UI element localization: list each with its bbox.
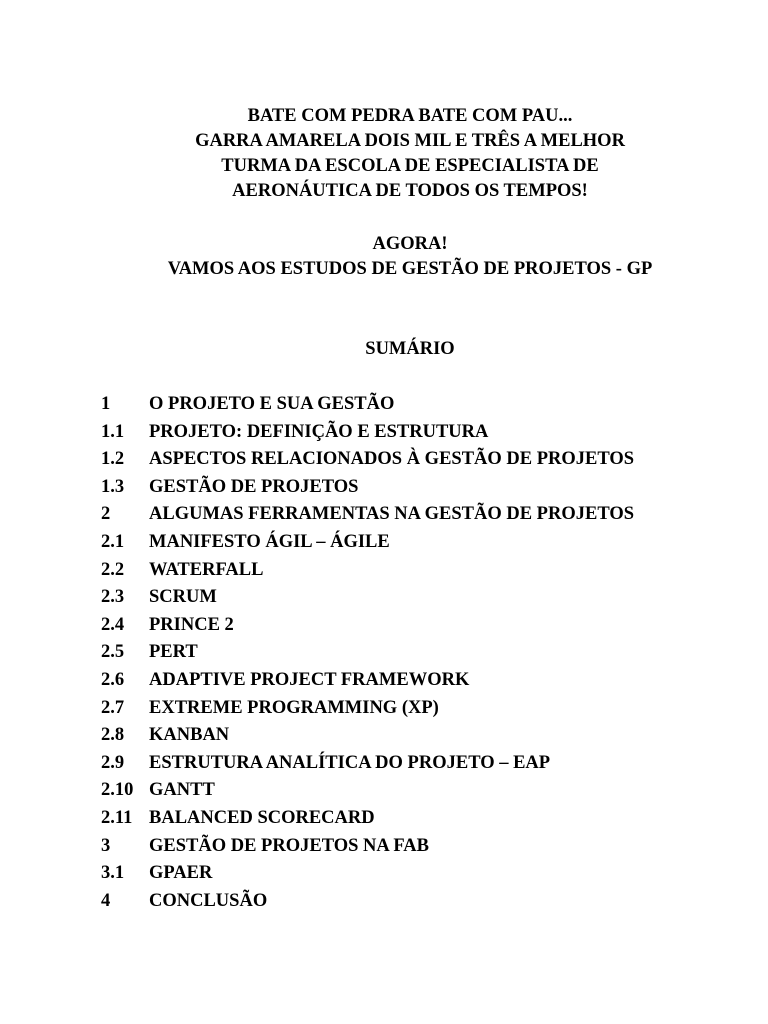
call-line-1: AGORA!	[372, 234, 448, 254]
toc-entry	[101, 888, 721, 916]
intro-line-3: TURMA DA ESCOLA DE ESPECIALISTA DE	[221, 156, 599, 176]
toc-entry-number: 1.3	[101, 476, 125, 497]
toc-entry-title: O PROJETO E SUA GESTÃO	[149, 394, 395, 414]
toc-entry	[101, 695, 721, 723]
intro-heading	[140, 104, 680, 204]
toc-entry-number: 2.8	[101, 725, 125, 746]
toc-entry-title: PRINCE 2	[149, 614, 234, 635]
toc-entry-number: 3.1	[101, 863, 125, 884]
toc-entry-title: ALGUMAS FERRAMENTAS NA GESTÃO DE PROJETOS	[149, 504, 635, 525]
toc-entry-title: ADAPTIVE PROJECT FRAMEWORK	[149, 669, 470, 690]
study-call-heading	[140, 232, 680, 282]
toc-entry-title: GANTT	[149, 780, 215, 801]
toc-entry-number: 1	[101, 394, 111, 414]
toc-entry-number: 2.7	[101, 697, 125, 718]
toc-entry-number: 1.2	[101, 449, 125, 470]
toc-entry	[101, 860, 721, 888]
toc-entry-number: 2.1	[101, 531, 125, 552]
call-line-2: VAMOS AOS ESTUDOS DE GESTÃO DE PROJETOS - GP	[167, 259, 653, 279]
toc-entry	[101, 805, 721, 833]
intro-line-2: GARRA AMARELA DOIS MIL E TRÊS A MELHOR	[195, 131, 625, 151]
toc-entry	[101, 446, 721, 474]
toc-entry-title: MANIFESTO ÁGIL – ÁGILE	[149, 531, 390, 552]
toc-entry-number: 1.1	[101, 421, 125, 442]
toc-entry-title: CONCLUSÃO	[149, 890, 268, 911]
toc-entry	[101, 501, 721, 529]
intro-line-1: BATE COM PEDRA BATE COM PAU...	[247, 106, 573, 126]
toc-entry	[101, 722, 721, 750]
toc-entry-number: 4	[101, 890, 111, 911]
toc-entry-title: KANBAN	[149, 725, 230, 746]
toc-entry-title: PROJETO: DEFINIÇÃO E ESTRUTURA	[149, 421, 489, 442]
toc-entry	[101, 557, 721, 585]
toc-entry-number: 2.2	[101, 559, 125, 580]
toc-entry-title: WATERFALL	[149, 559, 264, 580]
toc-entry-number: 2.6	[101, 669, 125, 690]
toc-entry	[101, 750, 721, 778]
toc-entry-number: 2.10	[101, 780, 134, 801]
toc-entry-number: 2.5	[101, 642, 125, 663]
toc-entry-title: ASPECTOS RELACIONADOS À GESTÃO DE PROJETOS	[149, 449, 635, 470]
toc-entry	[101, 833, 721, 861]
table-of-contents	[101, 391, 721, 915]
toc-entry-title: EXTREME PROGRAMMING (XP)	[149, 697, 439, 718]
toc-entry	[101, 391, 721, 419]
summary-title: SUMÁRIO	[365, 339, 455, 359]
toc-entry-number: 2.9	[101, 752, 125, 773]
toc-entry-title: SCRUM	[149, 587, 217, 608]
toc-entry-number: 3	[101, 835, 111, 856]
toc-entry-number: 2.3	[101, 587, 125, 608]
toc-entry	[101, 474, 721, 502]
toc-entry-title: PERT	[149, 642, 198, 663]
toc-entry-title: GPAER	[149, 863, 213, 884]
toc-entry-title: BALANCED SCORECARD	[149, 807, 375, 828]
toc-entry	[101, 777, 721, 805]
toc-entry-number: 2.4	[101, 614, 125, 635]
toc-entry-title: GESTÃO DE PROJETOS	[149, 476, 359, 497]
toc-entry	[101, 612, 721, 640]
toc-entry-number: 2.11	[101, 807, 133, 828]
toc-entry	[101, 667, 721, 695]
toc-entry-number: 2	[101, 504, 111, 525]
toc-entry	[101, 584, 721, 612]
toc-entry	[101, 639, 721, 667]
toc-entry	[101, 529, 721, 557]
toc-entry	[101, 419, 721, 447]
toc-entry-title: GESTÃO DE PROJETOS NA FAB	[149, 835, 429, 856]
intro-line-4: AERONÁUTICA DE TODOS OS TEMPOS!	[232, 181, 588, 201]
toc-entry-title: ESTRUTURA ANALÍTICA DO PROJETO – EAP	[149, 752, 551, 773]
